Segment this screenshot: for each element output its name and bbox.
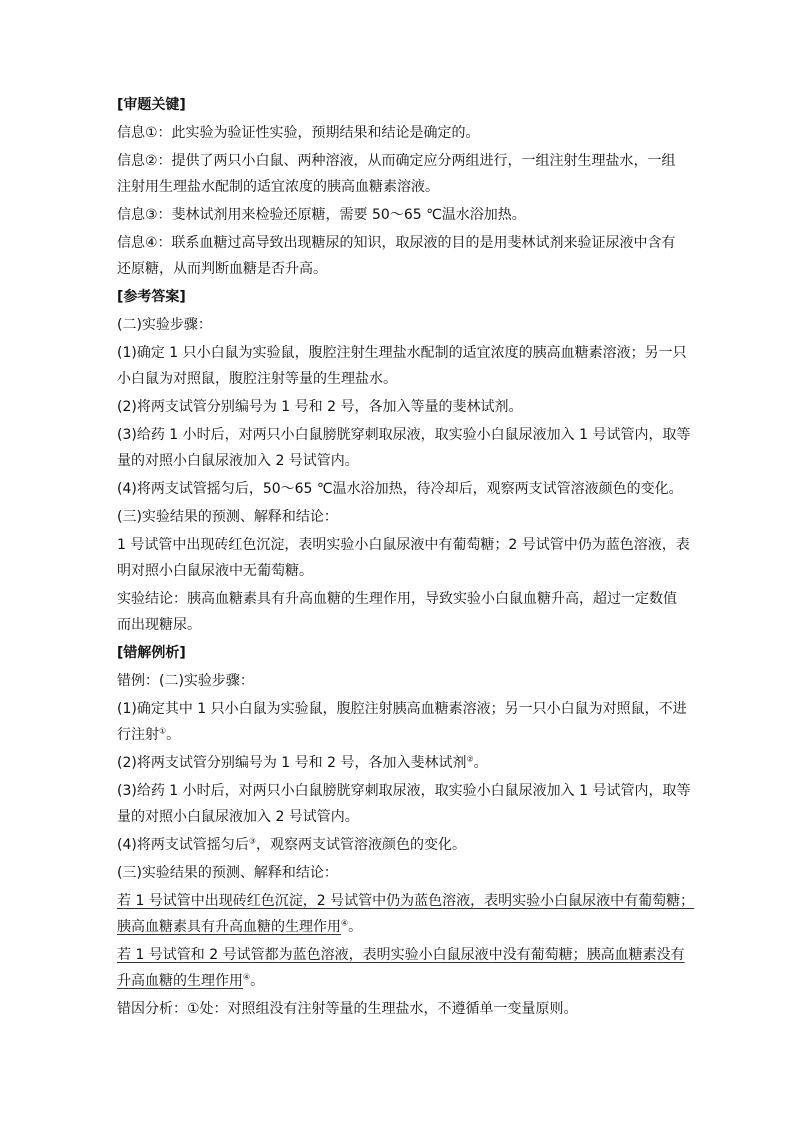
error-step-3-line-2: 量的对照小白鼠尿液加入 2 号试管内。 [117,809,359,825]
answer-step-2: (2)将两支试管分别编号为 1 号和 2 号，各加入等量的斐林试剂。 [117,399,523,415]
answer-results-title: (三)实验结果的预测、解释和结论： [117,509,338,525]
error-result-1-end: 。 [348,919,363,935]
answer-conclusion-line-2: 而出现糖尿。 [117,617,201,633]
info-3: 信息③：斐林试剂用来检验还原糖，需要 50～65 ℃温水浴加热。 [117,207,526,223]
error-result-2-end: 。 [250,973,265,989]
info-4-line-1: 信息④：联系血糖过高导致出现糖尿的知识，取尿液的目的是用斐林试剂来验证尿液中含有 [117,235,676,251]
error-result-1-line-1: 若 1 号试管中出现砖红色沉淀，2 号试管中仍为蓝色溶液，表明实验小白鼠尿液中有葡萄糖； [117,893,695,909]
error-result-1-text: 胰高血糖素具有升高血糖的生理作用 [117,919,341,935]
answer-step-1-line-1: (1)确定 1 只小白鼠为实验鼠，腹腔注射生理盐水配制的适宜浓度的胰高血糖素溶液；另一只 [117,345,687,361]
marker-3: ③ [248,836,257,846]
marker-4a: ④ [341,918,349,928]
key-heading: [审题关键] [117,97,186,113]
error-result-2-line-2 [117,971,697,991]
error-analysis: 错因分析：①处：对照组没有注射等量的生理盐水，不遵循单一变量原则。 [117,1001,578,1017]
marker-4b: ④ [243,972,251,982]
answer-step-1-line-2: 小白鼠为对照鼠，腹腔注射等量的生理盐水。 [117,371,397,387]
error-step-2-text: (2)将两支试管分别编号为 1 号和 2 号，各加入斐林试剂 [117,755,467,771]
error-step-2-end: 。 [473,755,488,771]
error-step-1-text: 行注射 [117,727,159,743]
error-step-1-line-1: (1)确定其中 1 只小白鼠为实验鼠，腹腔注射胰高血糖素溶液；另一只小白鼠为对照鼠，不进 [117,701,687,717]
answer-result-line-2: 明对照小白鼠尿液中无葡萄糖。 [117,563,313,579]
answer-heading: [参考答案] [117,289,186,305]
error-step-4 [117,835,697,855]
info-4-line-2: 还原糖，从而判断血糖是否升高。 [117,261,327,277]
info-2-line-2: 注射用生理盐水配制的适宜浓度的胰高血糖素溶液。 [117,179,439,195]
error-step-1-line-2 [117,725,697,745]
answer-result-line-1: 1 号试管中出现砖红色沉淀，表明实验小白鼠尿液中有葡萄糖；2 号试管中仍为蓝色溶液，表 [117,537,690,553]
answer-step-3-line-2: 量的对照小白鼠尿液加入 2 号试管内。 [117,453,359,469]
info-2-line-1: 信息②：提供了两只小白鼠、两种溶液，从而确定应分两组进行，一组注射生理盐水，一组 [117,153,676,169]
error-step-2 [117,753,697,773]
answer-step-3-line-1: (3)给药 1 小时后，对两只小白鼠膀胱穿刺取尿液，取实验小白鼠尿液加入 1 号试管内，取等 [117,427,691,443]
answer-steps-title: (二)实验步骤： [117,317,212,333]
error-step-3-line-1: (3)给药 1 小时后，对两只小白鼠膀胱穿刺取尿液，取实验小白鼠尿液加入 1 号试管内，取等 [117,783,691,799]
error-step-1-end: 。 [166,727,181,743]
error-example-title: 错例：(二)实验步骤： [117,673,254,689]
answer-step-4: (4)将两支试管摇匀后，50～65 ℃温水浴加热，待冷却后，观察两支试管溶液颜色的变化。 [117,481,683,497]
error-result-1-line-2 [117,917,697,937]
answer-conclusion-line-1: 实验结论：胰高血糖素具有升高血糖的生理作用，导致实验小白鼠血糖升高，超过一定数值 [117,591,677,607]
error-step-4-text: (4)将两支试管摇匀后 [117,837,249,853]
marker-2: ② [466,754,474,764]
error-results-title: (三)实验结果的预测、解释和结论： [117,865,338,881]
error-result-2-text: 升高血糖的生理作用 [117,973,243,989]
error-heading: [错解例析] [117,645,186,661]
info-1: 信息①：此实验为验证性实验，预期结果和结论是确定的。 [117,125,480,141]
error-result-2-line-1: 若 1 号试管和 2 号试管都为蓝色溶液，表明实验小白鼠尿液中没有葡萄糖；胰高血糖素没有 [117,947,685,963]
error-step-4-end: ，观察两支试管溶液颜色的变化。 [256,837,467,853]
marker-1: ① [159,726,167,736]
